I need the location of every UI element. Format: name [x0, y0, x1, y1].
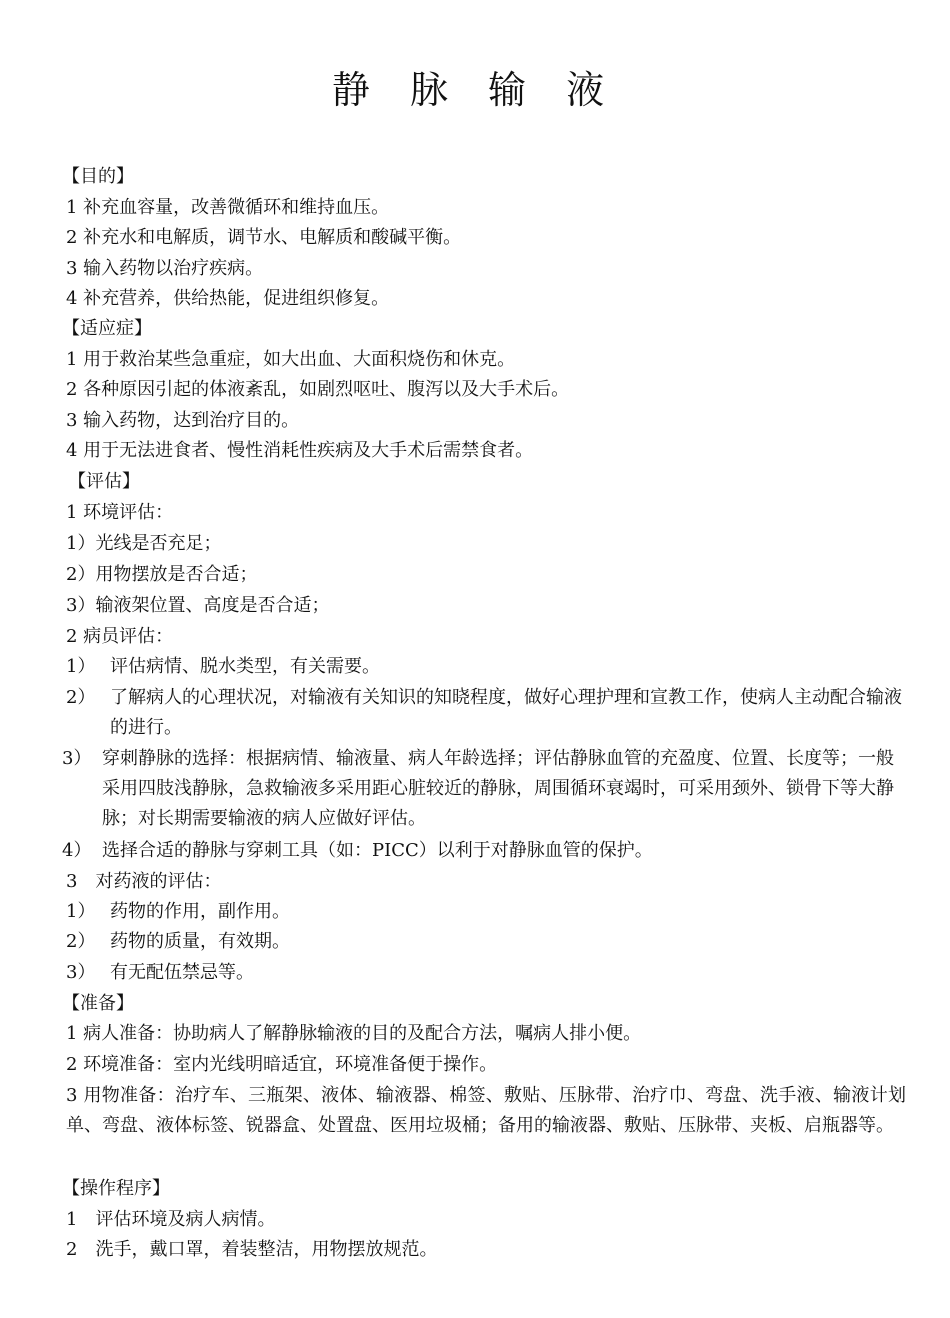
patient-item-text: 穿刺静脉的选择：根据病情、输液量、病人年龄选择；评估静脉血管的充盈度、位置、长度等；一般采用四肢浅静脉，急救输液多采用距心脏较近的静脉，周围循环衰竭时，可采用颈外、锁骨下等大静脉；对长期需要输液的病人应做好评估。: [102, 748, 894, 829]
drug-item: [66, 958, 906, 988]
indication-item: 2 各种原因引起的体液紊乱，如剧烈呕吐、腹泻以及大手术后。: [66, 379, 570, 400]
environment-item: 3）输液架位置、高度是否合适；: [66, 595, 330, 616]
patient-item-text: 了解病人的心理状况，对输液有关知识的知晓程度，做好心理护理和宣教工作，使病人主动配合输液的进行。: [110, 687, 902, 738]
patient-item: [62, 836, 904, 866]
assessment-subtitle-drug: 3 对药液的评估：: [66, 871, 222, 892]
patient-item-number: 2）: [66, 687, 96, 708]
patient-item: [62, 744, 904, 834]
drug-item: [66, 927, 906, 957]
indication-item: 1 用于救治某些急重症，如大出血、大面积烧伤和休克。: [66, 349, 516, 370]
section-heading-procedure: 【操作程序】: [62, 1178, 170, 1199]
drug-item-text: 药物的作用，副作用。: [110, 901, 290, 922]
patient-item: [66, 683, 906, 743]
purpose-item: 3 输入药物以治疗疾病。: [66, 258, 264, 279]
section-heading-indications: 【适应症】: [62, 318, 152, 339]
patient-item-number: 4）: [62, 840, 92, 861]
indication-item: 4 用于无法进食者、慢性消耗性疾病及大手术后需禁食者。: [66, 440, 534, 461]
indication-item: 3 输入药物，达到治疗目的。: [66, 410, 300, 431]
patient-item-number: 3）: [62, 748, 92, 769]
patient-item-text: 评估病情、脱水类型，有关需要。: [110, 656, 380, 677]
preparation-item: 2 环境准备：室内光线明暗适宜，环境准备便于操作。: [66, 1054, 498, 1075]
drug-item: [66, 897, 906, 927]
patient-item-text: 选择合适的静脉与穿刺工具（如：PICC）以利于对静脉血管的保护。: [102, 840, 653, 861]
purpose-item: 4 补充营养，供给热能，促进组织修复。: [66, 288, 390, 309]
patient-item-number: 1）: [66, 656, 96, 677]
drug-item-number: 1）: [66, 901, 96, 922]
procedure-item: 2 洗手，戴口罩，着装整洁，用物摆放规范。: [66, 1239, 438, 1260]
preparation-item: 3 用物准备：治疗车、三瓶架、液体、输液器、棉签、敷贴、压脉带、治疗巾、弯盘、洗手液、输液计划单、弯盘、液体标签、锐器盒、处置盘、医用垃圾桶；备用的输液器、敷贴、压脉带、夹板、启瓶器等。: [66, 1085, 906, 1136]
section-heading-assessment: 【评估】: [68, 471, 140, 492]
document-title: 静 脉 输 液: [331, 68, 619, 112]
purpose-item: 2 补充水和电解质，调节水、电解质和酸碱平衡。: [66, 227, 462, 248]
drug-item-number: 3）: [66, 962, 96, 983]
section-heading-preparation: 【准备】: [62, 993, 134, 1014]
assessment-subtitle-patient: 2 病员评估：: [66, 626, 174, 647]
assessment-subtitle-environment: 1 环境评估：: [66, 502, 174, 523]
drug-item-text: 有无配伍禁忌等。: [110, 962, 254, 983]
purpose-item: 1 补充血容量，改善微循环和维持血压。: [66, 197, 390, 218]
patient-item: [66, 652, 906, 682]
preparation-item: 1 病人准备：协助病人了解静脉输液的目的及配合方法，嘱病人排小便。: [66, 1023, 642, 1044]
environment-item: 2）用物摆放是否合适；: [66, 564, 258, 585]
drug-item-number: 2）: [66, 931, 96, 952]
section-heading-purpose: 【目的】: [62, 166, 134, 187]
procedure-item: 1 评估环境及病人病情。: [66, 1209, 276, 1230]
drug-item-text: 药物的质量，有效期。: [110, 931, 290, 952]
environment-item: 1）光线是否充足；: [66, 533, 222, 554]
